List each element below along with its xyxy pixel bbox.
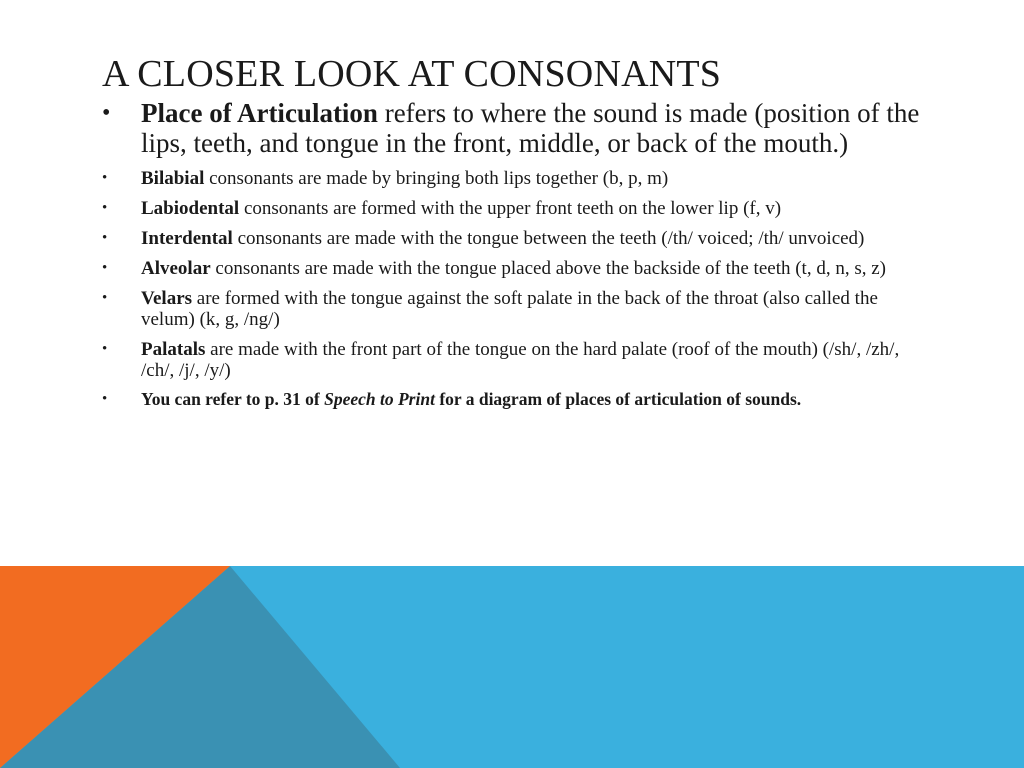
term-bilabial: Bilabial [141,168,205,189]
note-book-title: Speech to Print [324,389,435,409]
term-alveolar: Alveolar [141,258,211,279]
slide-content [102,52,932,409]
slide-title: A CLOSER LOOK AT CONSONANTS [102,53,722,95]
bullet-dot-icon: • [102,200,108,216]
term-palatals: Palatals [141,339,206,360]
description-place-of-articulation: refers to where the sound is made (position of the lips, teeth, and tongue in the front, middle, or back of the mouth.) [141,98,920,158]
description-interdental: consonants are made with the tongue between the teeth (/th/ voiced; /th/ unvoiced) [232,228,865,249]
bullet-labiodental [102,198,932,219]
bullet-place-of-articulation [102,98,932,158]
term-velars: Velars [141,288,193,309]
term-place-of-articulation: Place of Articulation [141,98,378,128]
bullet-dot-icon: • [102,290,108,306]
bullet-palatals [102,339,932,381]
bullet-dot-icon: • [102,391,108,407]
bullet-alveolar [102,258,932,279]
term-labiodental: Labiodental [141,198,240,219]
bullet-reference-note [102,390,932,409]
description-labiodental: consonants are formed with the upper front teeth on the lower lip (f, v) [239,198,782,219]
description-palatals: are made with the front part of the tongue on the hard palate (roof of the mouth) (/sh/, /zh/, /ch/, /j/, /y/) [141,339,900,381]
bullet-interdental [102,228,932,249]
description-bilabial: consonants are made by bringing both lips together (b, p, m) [204,168,669,189]
bullet-dot-icon: • [102,100,111,126]
bullet-bilabial [102,168,932,189]
description-velars: are formed with the tongue against the soft palate in the back of the throat (also called the velum) (k, g, /ng/) [141,288,878,330]
note-text-before: You can refer to p. 31 of [141,389,325,409]
bullet-dot-icon: • [102,170,108,186]
bullet-dot-icon: • [102,230,108,246]
term-interdental: Interdental [141,228,233,249]
bullet-list [102,98,932,409]
bullet-dot-icon: • [102,341,108,357]
bullet-dot-icon: • [102,260,108,276]
bullet-velars [102,288,932,330]
decorative-footer-band [0,566,1024,768]
note-text-after: for a diagram of places of articulation of sounds. [434,389,802,409]
description-alveolar: consonants are made with the tongue placed above the backside of the teeth (t, d, n, s, z) [210,258,886,279]
